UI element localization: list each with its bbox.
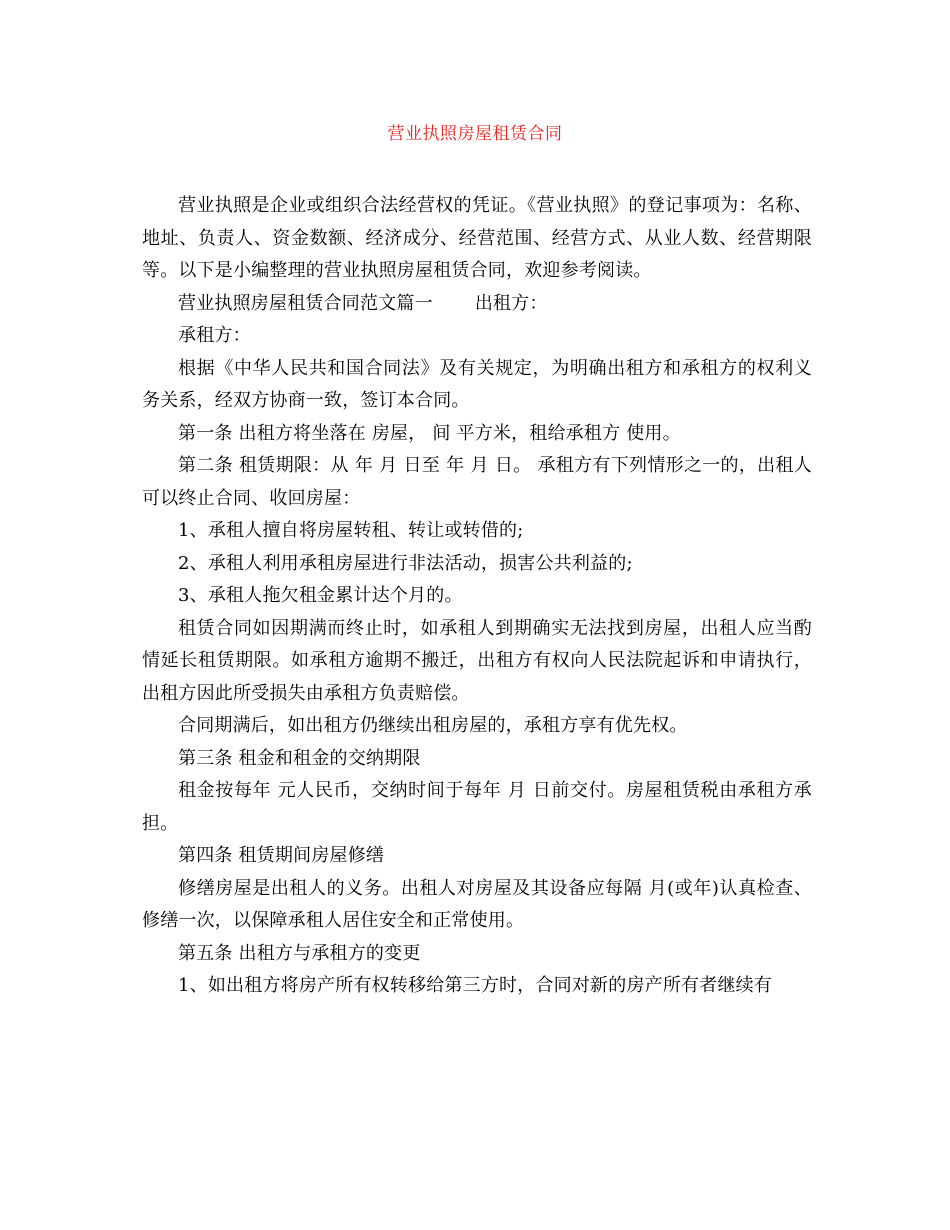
paragraph-article-5-heading: 第五条 出租方与承租方的变更 bbox=[178, 942, 421, 964]
paragraph-transfer: 1、如出租方将房产所有权转移给第三方时，合同对新的房产所有者继续有 bbox=[178, 975, 773, 996]
paragraph-article-2: 第二条 租赁期限：从 年 月 日至 年 月 日。 承租方有下列情形之一的，出租人可以终止合同、收回房屋： bbox=[142, 455, 812, 509]
paragraph-expiry: 租赁合同如因期满而终止时，如承租人到期确实无法找到房屋，出租人应当酌情延长租赁期限。如承租方逾期不搬迁，出租方有权向人民法院起诉和申请执行，出租方因此所受损失由承租方负责赔偿。 bbox=[142, 617, 812, 704]
paragraph-intro: 营业执照是企业或组织合法经营权的凭证。《营业执照》的登记事项为：名称、地址、负责人、资金数额、经济成分、经营范围、经营方式、从业人数、经营期限等。以下是小编整理的营业执照房屋租赁合同，欢迎参考阅读。 bbox=[142, 195, 812, 281]
paragraph-sample-heading-line bbox=[142, 288, 812, 321]
paragraph-lessee: 承租方： bbox=[178, 325, 251, 346]
paragraph-rent: 租金按每年 元人民币，交纳时间于每年 月 日前交付。房屋租赁税由承租方承担。 bbox=[142, 780, 812, 834]
sample-heading: 营业执照房屋租赁合同范文篇一 bbox=[178, 292, 433, 314]
paragraph-clause-3: 3、承租人拖欠租金累计达个月的。 bbox=[178, 585, 463, 606]
paragraph-article-4-heading: 第四条 租赁期间房屋修缮 bbox=[178, 845, 385, 866]
document-body bbox=[142, 190, 812, 1003]
lessor-label: 出租方： bbox=[474, 292, 548, 314]
paragraph-article-3-heading: 第三条 租金和租金的交纳期限 bbox=[178, 747, 421, 769]
paragraph-priority: 合同期满后，如出租方仍继续出租房屋的，承租方享有优先权。 bbox=[178, 715, 688, 736]
paragraph-clause-1: 1、承租人擅自将房屋转租、转让或转借的; bbox=[178, 520, 524, 541]
document-title: 营业执照房屋租赁合同 bbox=[387, 124, 563, 144]
paragraph-repair: 修缮房屋是出租人的义务。出租人对房屋及其设备应每隔 月(或年)认真检查、修缮一次，以保障承租人居住安全和正常使用。 bbox=[142, 877, 812, 931]
paragraph-clause-2: 2、承租人利用承租房屋进行非法活动，损害公共利益的; bbox=[178, 552, 633, 574]
paragraph-basis: 根据《中华人民共和国合同法》及有关规定，为明确出租方和承租方的权利义务关系，经双方协商一致，签订本合同。 bbox=[142, 357, 812, 411]
paragraph-article-1: 第一条 出租方将坐落在 房屋， 间 平方米，租给承租方 使用。 bbox=[178, 422, 681, 444]
